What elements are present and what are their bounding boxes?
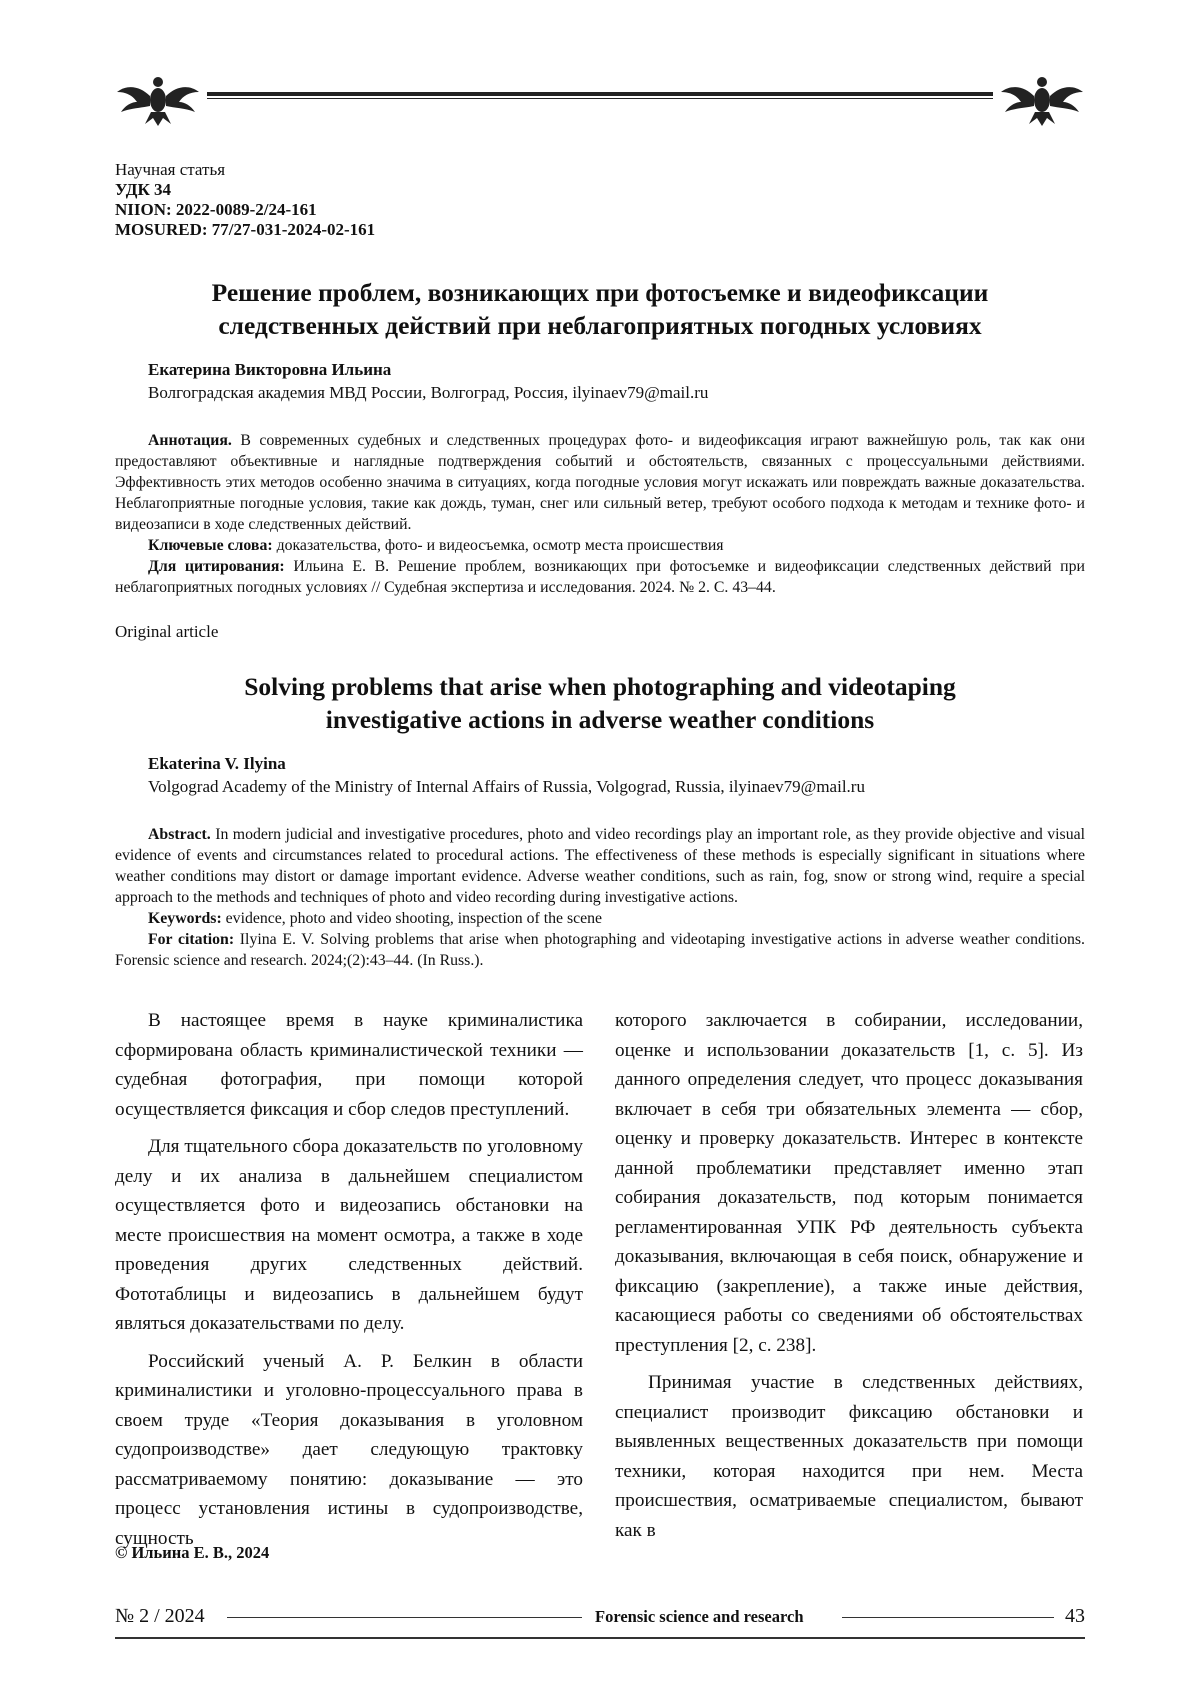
title-ru-line1: Решение проблем, возникающих при фотосъемке и видеофиксации — [211, 278, 989, 307]
body-paragraph: Принимая участие в следственных действиях, специалист производит фиксацию обстановки и выявленных вещественных доказательств при помощи техники, которая находится при нем. Места происшествия, осматриваемые специалистом, бывают как в — [615, 1372, 1083, 1541]
title-en — [115, 670, 1085, 736]
author-block-en — [148, 752, 865, 798]
abstract-en — [115, 824, 1085, 908]
keywords-ru — [115, 535, 1085, 556]
title-en-line2: investigative actions in adverse weather conditions — [325, 705, 875, 734]
article-type-ru: Научная статья — [115, 160, 226, 179]
page-footer — [115, 1605, 1085, 1635]
abstract-text-ru: В современных судебных и следственных процедурах фото- и видеофиксация играют важнейшую роль, так как они предоставляют объективные и наглядные подтверждения событий и обстоятельств, связанных с процессуальными действиями. Эффективность этих методов особенно значима в ситуациях, когда погодные условия могут искажать или повреждать важные доказательства. Неблагоприятные погодные условия, такие как дождь, туман, снег или сильный ветер, требуют особого подхода к методам и технике фото- и видеозаписи в ходе следственных действий. — [115, 432, 1086, 533]
keywords-label-ru: Ключевые слова: — [148, 537, 273, 554]
citation-text-ru: Ильина Е. В. Решение проблем, возникающих при фотосъемке и видеофиксации следственных действий при неблагоприятных погодных условиях // Судебная экспертиза и исследования. 2024. № 2. С. 43–44. — [115, 558, 1085, 596]
footer-rule-left — [227, 1617, 582, 1618]
title-en-line1: Solving problems that arise when photographing and videotaping — [244, 672, 956, 701]
article-meta — [115, 160, 375, 240]
keywords-text-ru: доказательства, фото- и видеосъемка, осмотр места происшествия — [276, 537, 724, 554]
citation-en — [115, 929, 1085, 971]
title-ru-line2: следственных действий при неблагоприятных погодных условиях — [218, 311, 982, 340]
header-rule — [207, 92, 993, 100]
issue-number: № 2 / 2024 — [115, 1605, 205, 1627]
udk-code: УДК 34 — [115, 180, 172, 199]
affiliation-en: Volgograd Academy of the Ministry of Internal Affairs of Russia, Volgograd, Russia, ilyinaev79@mail.ru — [148, 777, 865, 796]
keywords-label-en: Keywords: — [148, 910, 222, 927]
eagle-emblem-icon — [999, 68, 1085, 128]
abstract-ru — [115, 430, 1085, 535]
footer-rule-right — [842, 1617, 1054, 1618]
abstract-text-en: In modern judicial and investigative procedures, photo and video recordings play an important role, as they provide objective and visual evidence of events and circumstances related to procedural actions. The effectiveness of these methods is especially significant in situations where weather conditions may distort or damage important evidence. Adverse weather conditions, such as rain, fog, snow or strong wind, require a special approach to the methods and techniques of photo and video recording during investigative actions. — [115, 826, 1085, 906]
abstract-block-en — [115, 824, 1085, 971]
affiliation-ru: Волгоградская академия МВД России, Волгоград, Россия, ilyinaev79@mail.ru — [148, 383, 709, 402]
body-column-right — [615, 1006, 1083, 1553]
page-number: 43 — [1065, 1605, 1085, 1627]
abstract-block-ru — [115, 430, 1085, 598]
niion-code: NIION: 2022-0089-2/24-161 — [115, 200, 317, 219]
body-paragraph: Для тщательного сбора доказательств по уголовному делу и их анализа в дальнейшем специалистом осуществляется фото и видеозапись обстановки на месте происшествия на момент осмотра, а также в ходе проведения других следственных действий. Фототаблицы и видеозапись в дальнейшем будут являться доказательствами по делу. — [115, 1136, 583, 1334]
title-ru — [115, 276, 1085, 342]
citation-label-ru: Для цитирования: — [148, 558, 285, 575]
author-name-en: Ekaterina V. Ilyina — [148, 754, 286, 773]
article-type-en: Original article — [115, 622, 219, 641]
body-paragraph: Российский ученый А. Р. Белкин в области криминалистики и уголовно-процессуального права в своем труде «Теория доказывания в уголовном судопроизводстве» дает следующую трактовку рассматриваемому понятию: доказывание — это процесс установления истины в судопроизводстве, сущность — [115, 1350, 583, 1549]
author-block-ru — [148, 358, 708, 404]
body-paragraph: В настоящее время в науке криминалистика сформирована область криминалистической техники — судебная фотография, при помощи которой осуществляется фиксация и сбор следов преступлений. — [115, 1010, 583, 1120]
citation-text-en: Ilyina E. V. Solving problems that arise when photographing and videotaping investigative actions in adverse weather conditions. Forensic science and research. 2024;(2):43–44. (In Russ.). — [115, 931, 1085, 969]
keywords-text-en: evidence, photo and video shooting, inspection of the scene — [225, 910, 603, 927]
body-paragraph: которого заключается в собирании, исследовании, оценке и использовании доказательств [1, с. 5]. Из данного определения следует, что процесс доказывания включает в себя три обязательных элемента — сбор, оценку и проверку доказательств. Интерес в контексте данной проблематики представляет именно этап собирания доказательств, под которым понимается регламентированная УПК РФ деятельность субъекта доказывания, включающая в себя поиск, обнаружение и фиксацию (закрепление), а также иные действия, касающиеся работы со сведениями об обстоятельствах преступления [2, с. 238]. — [615, 1010, 1083, 1356]
eagle-emblem-icon — [115, 68, 201, 128]
citation-ru — [115, 556, 1085, 598]
body-column-left — [115, 1006, 583, 1561]
journal-name: Forensic science and research — [595, 1607, 804, 1626]
header-ornament — [115, 68, 1085, 128]
footer-underline — [115, 1637, 1085, 1639]
abstract-label-en: Abstract. — [148, 826, 211, 843]
abstract-label-ru: Аннотация. — [148, 432, 232, 449]
copyright-notice: © Ильина Е. В., 2024 — [115, 1543, 270, 1562]
mosured-code: MOSURED: 77/27-031-2024-02-161 — [115, 220, 376, 239]
author-name-ru: Екатерина Викторовна Ильина — [148, 360, 392, 379]
keywords-en — [115, 908, 1085, 929]
citation-label-en: For citation: — [148, 931, 235, 948]
